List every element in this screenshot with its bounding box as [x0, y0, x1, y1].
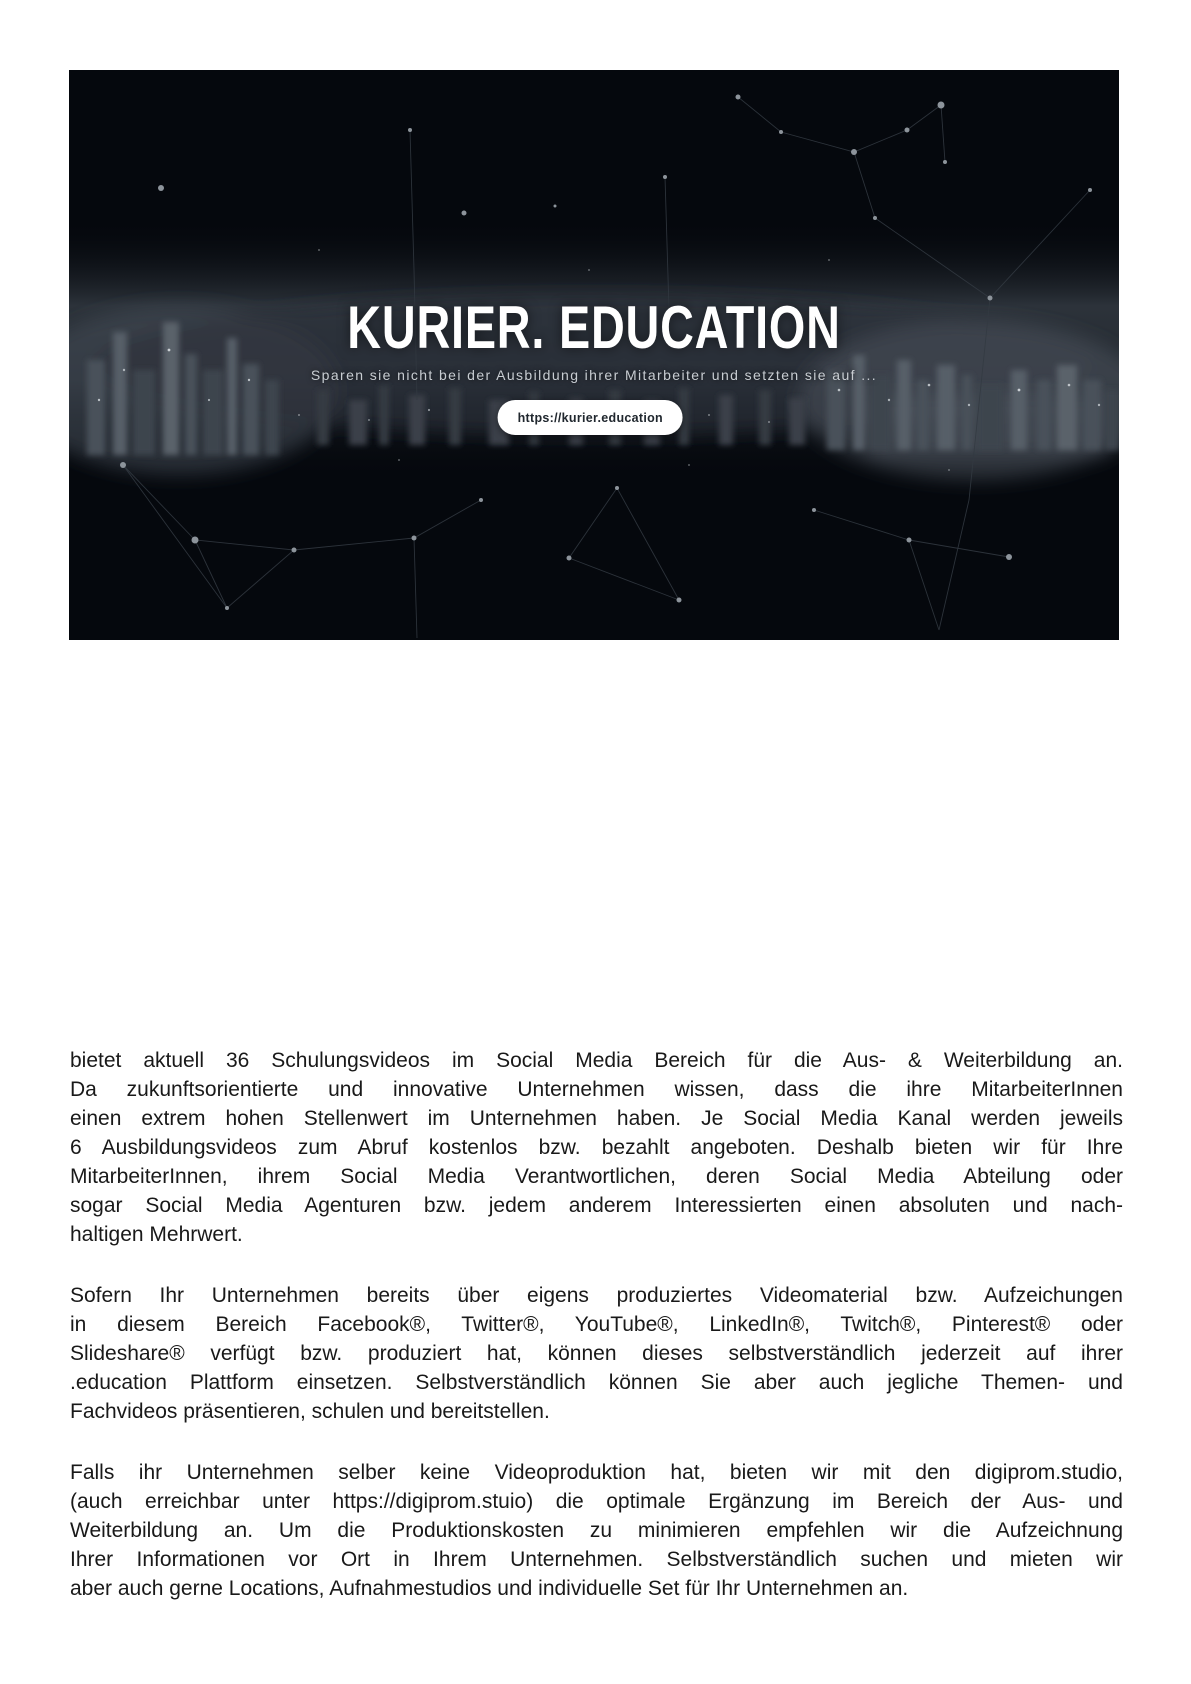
- text-line: Ihrer Informationen vor Ort in Ihrem Unternehmen. Selbstverständlich suchen und mieten wir: [70, 1548, 1123, 1571]
- text-line: Da zukunftsorientierte und innovative Unternehmen wissen, dass die ihre MitarbeiterInnen: [70, 1078, 1123, 1101]
- text-line: einen extrem hohen Stellenwert im Unternehmen haben. Je Social Media Kanal werden jeweils: [70, 1107, 1123, 1130]
- url-pill-button[interactable]: [498, 400, 683, 435]
- hero-subtitle: Sparen sie nicht bei der Ausbildung ihrer Mitarbeiter und setzten sie auf ...: [310, 367, 878, 383]
- url-pill-label: https://kurier.education: [517, 410, 664, 425]
- paragraph: [70, 1458, 1123, 1603]
- text-line: (auch erreichbar unter https://digiprom.stuio) die optimale Ergänzung im Bereich der Aus- und: [70, 1490, 1123, 1513]
- text-line: Fachvideos präsentieren, schulen und bereitstellen.: [70, 1400, 550, 1423]
- text-line: .education Plattform einsetzen. Selbstverständlich können Sie aber auch jegliche Themen- und: [70, 1371, 1123, 1394]
- text-line: haltigen Mehrwert.: [70, 1223, 243, 1246]
- text-line: Weiterbildung an. Um die Produktionskosten zu minimieren empfehlen wir die Aufzeichnung: [70, 1519, 1123, 1542]
- text-line: MitarbeiterInnen, ihrem Social Media Verantwortlichen, deren Social Media Abteilung oder: [70, 1165, 1123, 1188]
- text-line: Slideshare® verfügt bzw. produziert hat, können dieses selbstverständlich jederzeit auf ihrer: [70, 1342, 1123, 1365]
- text-line: aber auch gerne Locations, Aufnahmestudios und individuelle Set für Ihr Unternehmen an.: [70, 1577, 909, 1600]
- text-line: bietet aktuell 36 Schulungsvideos im Social Media Bereich für die Aus- & Weiterbildung an.: [70, 1049, 1123, 1072]
- text-line: sogar Social Media Agenturen bzw. jedem anderem Interessierten einen absoluten und nach-: [70, 1194, 1123, 1217]
- document-body: [70, 1046, 1123, 1635]
- text-line: Sofern Ihr Unternehmen bereits über eigens produziertes Videomaterial bzw. Aufzeichungen: [70, 1284, 1123, 1307]
- text-line: Falls ihr Unternehmen selber keine Videoproduktion hat, bieten wir mit den digiprom.studio,: [70, 1461, 1123, 1484]
- hero-banner: [69, 70, 1119, 640]
- text-line: in diesem Bereich Facebook®, Twitter®, YouTube®, LinkedIn®, Twitch®, Pinterest® oder: [70, 1313, 1123, 1336]
- paragraph: [70, 1281, 1123, 1426]
- paragraph: [70, 1046, 1123, 1249]
- text-line: 6 Ausbildungsvideos zum Abruf kostenlos bzw. bezahlt angeboten. Deshalb bieten wir für Ihre: [70, 1136, 1123, 1159]
- hero-title: KURIER. EDUCATION: [347, 294, 841, 361]
